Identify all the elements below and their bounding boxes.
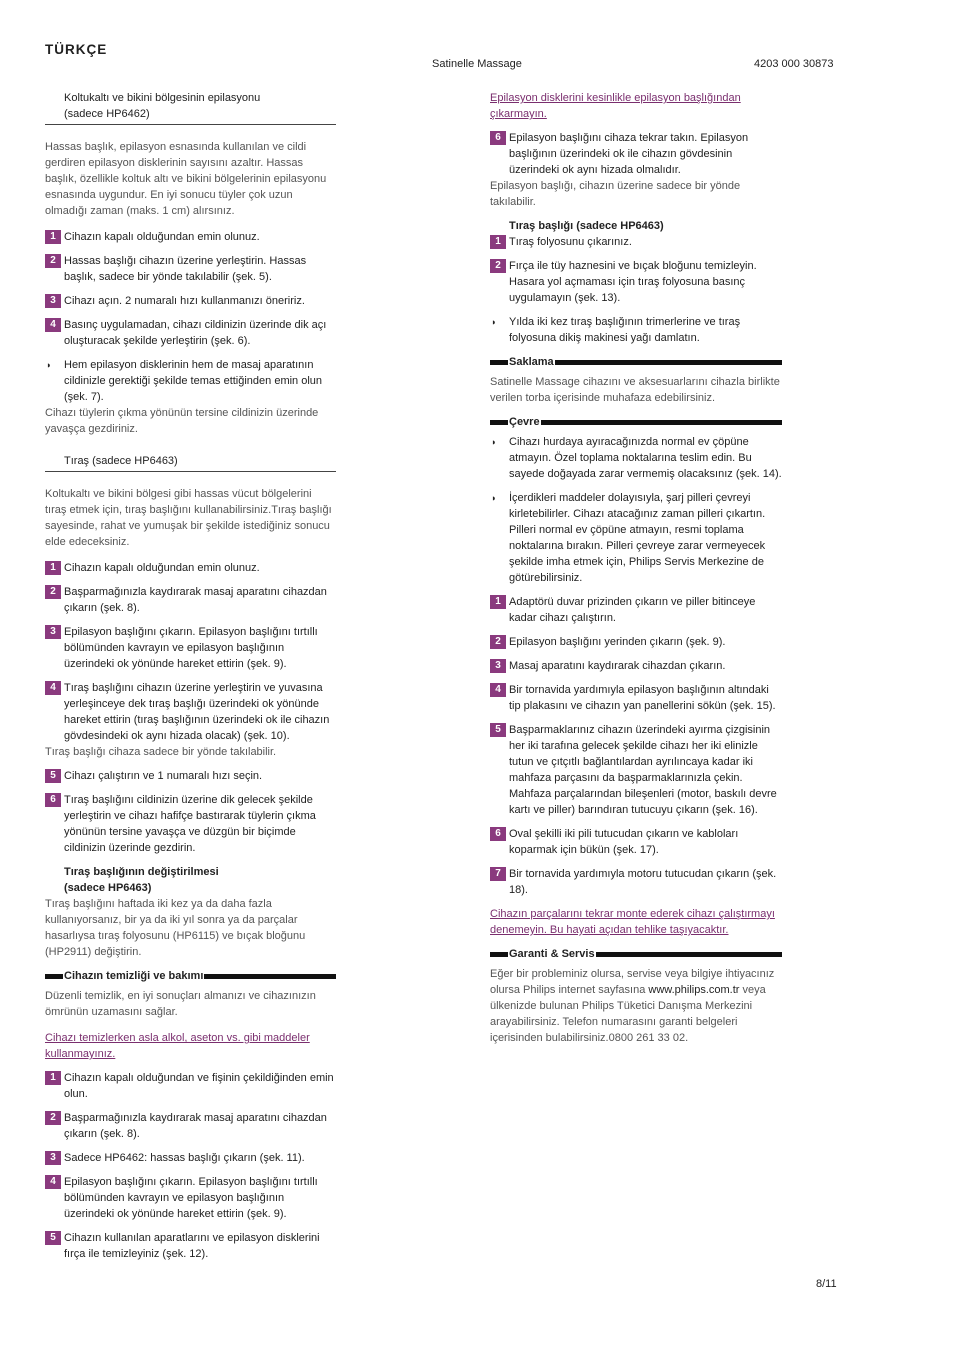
section-shave-title: Tıraş (sadece HP6463) bbox=[45, 453, 336, 472]
step-item bbox=[490, 258, 782, 306]
step-item bbox=[45, 768, 336, 784]
bullet-item: ◗ Cihazı hurdaya ayıracağınızda normal ev çöpüne atmayın. Özel toplama noktalarına teslim edin. Bu sayede doğayada zarar vermemiş olacaksınız (şek. 14). bbox=[491, 436, 782, 480]
warranty-heading: Garanti & Servis bbox=[490, 948, 782, 960]
step-text: Hassas başlığı cihazın üzerine yerleştirin. Hassas başlık, sadece bir yönde takılabilir (şek. 5). bbox=[64, 255, 307, 283]
epilation-warning: Epilasyon disklerini kesinlikle epilasyon başlığından çıkarmayın. bbox=[490, 92, 741, 120]
step-text: Cihazın kullanılan aparatlarını ve epilasyon disklerini fırça ile temizleyiniz (şek. 12). bbox=[64, 1232, 320, 1260]
step-text: Başparmağınızla kaydırarak masaj aparatını cihazdan çıkarın (şek. 8). bbox=[64, 586, 327, 614]
step-number: 2 bbox=[490, 635, 506, 649]
step-number: 1 bbox=[45, 230, 61, 244]
underarm-bullet: ◗ Hem epilasyon disklerinin hem de masaj aparatının cildinizle gerektiği şekilde temas ettiğinden emin olun (şek. 7). bbox=[46, 359, 323, 403]
warranty-text: Eğer bir probleminiz olursa, servise veya bilgiye ihtiyacınız olursa Philips internet sayfasına www.philips.com.tr veya ülkenizde bulunan Philips Tüketici Danışma Merkezini arayabilirsiniz. Telefon numarasını garanti belgeleri içerisinden bulabilirsiniz.0800 261 33 02. bbox=[490, 968, 775, 1044]
step-text: Cihazın kapalı olduğundan emin olunuz. bbox=[64, 562, 260, 574]
step-number: 3 bbox=[45, 1151, 61, 1165]
step-item bbox=[490, 826, 782, 858]
environment-heading: Çevre bbox=[490, 416, 782, 428]
step-text: Epilasyon başlığını çıkarın. Epilasyon başlığını tırtıllı bölümünden kavrayın ve epilasyon başlığının üzerindeki ok yönünde hareket ettirin (şek. 9). bbox=[64, 1176, 318, 1220]
step-text: Masaj aparatını kaydırarak cihazdan çıkarın. bbox=[509, 660, 726, 672]
step-item bbox=[45, 680, 336, 744]
page-number: 8/11 bbox=[816, 1278, 837, 1290]
right-column bbox=[490, 90, 782, 1056]
step-item bbox=[45, 317, 336, 349]
section-underarm-title: Koltukaltı ve bikini bölgesinin epilasyonu (sadece HP6462) bbox=[45, 90, 336, 125]
step-number: 1 bbox=[490, 235, 506, 249]
shave-intro: Koltukaltı ve bikini bölgesi gibi hassas vücut bölgelerini tıraş etmek için, tıraş başlığını kullanabilirsiniz.Tıraş başlığı sayesinde, rahat ve yumuşak bir şekilde istediğiniz sonucu elde edeceksiniz. bbox=[45, 488, 332, 548]
step-text: Oval şekilli iki pili tutucudan çıkarın ve kabloları koparmak için bükün (şek. 17). bbox=[509, 828, 739, 856]
step-item bbox=[45, 1070, 336, 1102]
step-number: 2 bbox=[45, 1111, 61, 1125]
environment-bullets bbox=[490, 434, 782, 586]
environment-warning: Cihazın parçalarını tekrar monte ederek cihazı çalıştırmayı denemeyin. Bu hayati açıdan tehlike taşıyacaktır. bbox=[490, 908, 775, 936]
clean-warning: Cihazı temizlerken asla alkol, aseton vs. gibi maddeler kullanmayınız. bbox=[45, 1032, 310, 1060]
step-item bbox=[490, 722, 782, 818]
step-number: 4 bbox=[45, 681, 61, 695]
left-column bbox=[45, 90, 336, 1270]
shaving-head-steps bbox=[490, 234, 782, 306]
storage-text: Satinelle Massage cihazını ve aksesuarlarını cihazla birlikte verilen torba içerisinde muhafaza edebilirsiniz. bbox=[490, 376, 780, 404]
step-number: 5 bbox=[45, 1231, 61, 1245]
step-item bbox=[45, 1150, 336, 1166]
step-item bbox=[45, 229, 336, 245]
step-item bbox=[490, 658, 782, 674]
underarm-steps bbox=[45, 229, 336, 349]
step-item bbox=[45, 1110, 336, 1142]
bullet-marker-icon: ◗ bbox=[491, 437, 497, 447]
step-number: 3 bbox=[490, 659, 506, 673]
step-number: 2 bbox=[45, 254, 61, 268]
bullet-marker-icon: ◗ bbox=[491, 317, 497, 327]
bullet-marker-icon: ◗ bbox=[46, 360, 52, 370]
step-item bbox=[45, 293, 336, 309]
step-number: 4 bbox=[45, 1175, 61, 1189]
step-number: 3 bbox=[45, 625, 61, 639]
clean-steps bbox=[45, 1070, 336, 1262]
step-number: 1 bbox=[45, 561, 61, 575]
step-text: Cihazı çalıştırın ve 1 numaralı hızı seçin. bbox=[64, 770, 263, 782]
underarm-intro: Hassas başlık, epilasyon esnasında kullanılan ve cildi gerdiren epilasyon disklerinin sayısını azaltır. Hassas başlık, özellikle koltuk altı ve bikini bölgelerinin epilasyonu esnasında uygundur. En iyi sonucu tüyler çok uzun olmadığı zaman (maks. 1 cm) alırsınız. bbox=[45, 141, 327, 217]
epilation-step-6: 6 Epilasyon başlığını cihaza tekrar takın. Epilasyon başlığının üzerindeki ok ile cihazın gövdesinin üzerindeki ok aynı hizada olmalıdır. bbox=[490, 130, 782, 178]
step-item bbox=[490, 866, 782, 898]
epilation-note: Epilasyon başlığı, cihazın üzerine sadece bir yönde takılabilir. bbox=[490, 180, 741, 208]
shaving-head-bullet: ◗ Yılda iki kez tıraş başlığının trimerlerine ve tıraş folyosuna dikiş makinesi yağı damlatın. bbox=[491, 316, 741, 344]
step-text: Sadece HP6462: hassas başlığı çıkarın (şek. 11). bbox=[64, 1152, 305, 1164]
philips-website-link[interactable]: www.philips.com.tr bbox=[648, 984, 740, 996]
underarm-after: Cihazı tüylerin çıkma yönünün tersine cildinizin üzerinde yavaşça gezdiriniz. bbox=[45, 407, 319, 435]
environment-steps bbox=[490, 594, 782, 898]
step-number: 2 bbox=[45, 585, 61, 599]
step-text: Epilasyon başlığını çıkarın. Epilasyon başlığını tırtıllı bölümünden kavrayın ve epilasyon başlığının üzerindeki ok yönünde hareket ettirin (şek. 9). bbox=[64, 626, 318, 670]
step-item bbox=[45, 560, 336, 576]
shaving-head-title: Tıraş başlığı (sadece HP6463) bbox=[509, 220, 664, 232]
step-number: 3 bbox=[45, 294, 61, 308]
step-text: Cihazın kapalı olduğundan ve fişinin çekildiğinden emin olun. bbox=[64, 1072, 334, 1100]
step-text: Adaptörü duvar prizinden çıkarın ve piller bitinceye kadar cihazı çalıştırın. bbox=[509, 596, 756, 624]
product-name: Satinelle Massage bbox=[432, 58, 522, 70]
step-text: Cihazı açın. 2 numaralı hızı kullanmanızı öneririz. bbox=[64, 295, 305, 307]
step-text: Tıraş başlığını cildinizin üzerine dik gelecek şekilde yerleştirin ve cihazı hafifçe bastırarak tüylerin çıkma yönünün tersine yavaşça ve düzgün bir biçimde cildinizin üzerinde gezdirin. bbox=[64, 794, 316, 854]
step-text: Tıraş folyosunu çıkarınız. bbox=[509, 236, 632, 248]
step-text: Bir tornavida yardımıyla motoru tutucudan çıkarın (şek. 18). bbox=[509, 868, 777, 896]
step-text: Fırça ile tüy haznesini ve bıçak bloğunu temizleyin. Hasara yol açmaması için tıraş folyosuna basınç uygulamayın (şek. 13). bbox=[509, 260, 757, 304]
step-number: 6 bbox=[45, 793, 61, 807]
step-number: 4 bbox=[490, 683, 506, 697]
step-item bbox=[45, 1230, 336, 1262]
step-number: 1 bbox=[45, 1071, 61, 1085]
step-number: 5 bbox=[490, 723, 506, 737]
step-number: 4 bbox=[45, 318, 61, 332]
replace-text: Tıraş başlığını haftada iki kez ya da daha fazla kullanıyorsanız, bir ya da iki yıl sonra ya da parçalar hasarlıysa tıraş folyosunu (HP6115) ve bıçak bloğunu (HP2911) değiştirin. bbox=[45, 898, 306, 958]
step-number: 2 bbox=[490, 259, 506, 273]
step-text: Tıraş başlığını cihazın üzerine yerleştirin ve yuvasına yerleşinceye dek tıraş başlığı üzerindeki ok yönünde hareket ettirin (tıraş başlığının üzerindeki ok ile cihazın gövdesindeki ok aynı hizada olacak) (şek. 10). bbox=[64, 682, 330, 742]
step-item bbox=[45, 1174, 336, 1222]
step-item bbox=[490, 634, 782, 650]
step-item bbox=[45, 584, 336, 616]
shave-steps-b bbox=[45, 768, 336, 856]
shave-note: Tıraş başlığı cihaza sadece bir yönde takılabilir. bbox=[45, 746, 277, 758]
step-text: Bir tornavida yardımıyla epilasyon başlığının altındaki tip plakasını ve cihazın yan panellerini sökün (şek. 15). bbox=[509, 684, 776, 712]
step-item bbox=[45, 253, 336, 285]
storage-heading: Saklama bbox=[490, 356, 782, 368]
step-text: Basınç uygulamadan, cihazı cildinizin üzerinde dik açı oluşturacak şekilde yerleştirin (şek. 6). bbox=[64, 319, 327, 347]
step-number: 6 bbox=[490, 827, 506, 841]
step-number: 7 bbox=[490, 867, 506, 881]
shave-steps-a bbox=[45, 560, 336, 744]
replace-title: Tıraş başlığının değiştirilmesi (sadece HP6463) bbox=[64, 866, 219, 894]
step-number: 5 bbox=[45, 769, 61, 783]
step-text: Cihazın kapalı olduğundan emin olunuz. bbox=[64, 231, 260, 243]
step-item bbox=[490, 682, 782, 714]
bullet-item: ◗ İçerdikleri maddeler dolayısıyla, şarj pilleri çevreyi kirletebilirler. Cihazı atacağınız zaman pilleri çıkartın. Pilleri normal ev çöpüne atmayın, resmi toplama noktalarına bırakın. Pilleri çevreye zarar vermeyecek şekilde imha etmek için, Philips Servis Merkezine de götürebilirsiniz. bbox=[491, 492, 766, 584]
clean-heading: Cihazın temizliği ve bakımı bbox=[45, 970, 336, 982]
step-text: Epilasyon başlığını yerinden çıkarın (şek. 9). bbox=[509, 636, 726, 648]
step-item bbox=[490, 234, 782, 250]
language-heading: TÜRKÇE bbox=[45, 42, 108, 57]
bullet-marker-icon: ◗ bbox=[491, 493, 497, 503]
step-number: 1 bbox=[490, 595, 506, 609]
document-code: 4203 000 30873 bbox=[754, 58, 834, 70]
step-item bbox=[490, 594, 782, 626]
clean-intro: Düzenli temizlik, en iyi sonuçları almanızı ve cihazınızın ömrünün uzamasını sağlar. bbox=[45, 990, 316, 1018]
step-text: Başparmaklarınız cihazın üzerindeki ayırma çizgisinin her iki tarafına gelecek şekilde cihazı her iki elinizle tutun ve çıtçıtlı bağlantılardan ayrılıncaya kadar iki mahfaza parçasını da başparmaklarınızla çekin. Mahfaza parçalarından bileşenleri (motor, baskılı devre kartı ve piller) barındıran tutucuyu çıkarın (şek. 16). bbox=[509, 724, 777, 816]
step-item bbox=[45, 624, 336, 672]
step-text: Başparmağınızla kaydırarak masaj aparatını cihazdan çıkarın (şek. 8). bbox=[64, 1112, 327, 1140]
step-item bbox=[45, 792, 336, 856]
